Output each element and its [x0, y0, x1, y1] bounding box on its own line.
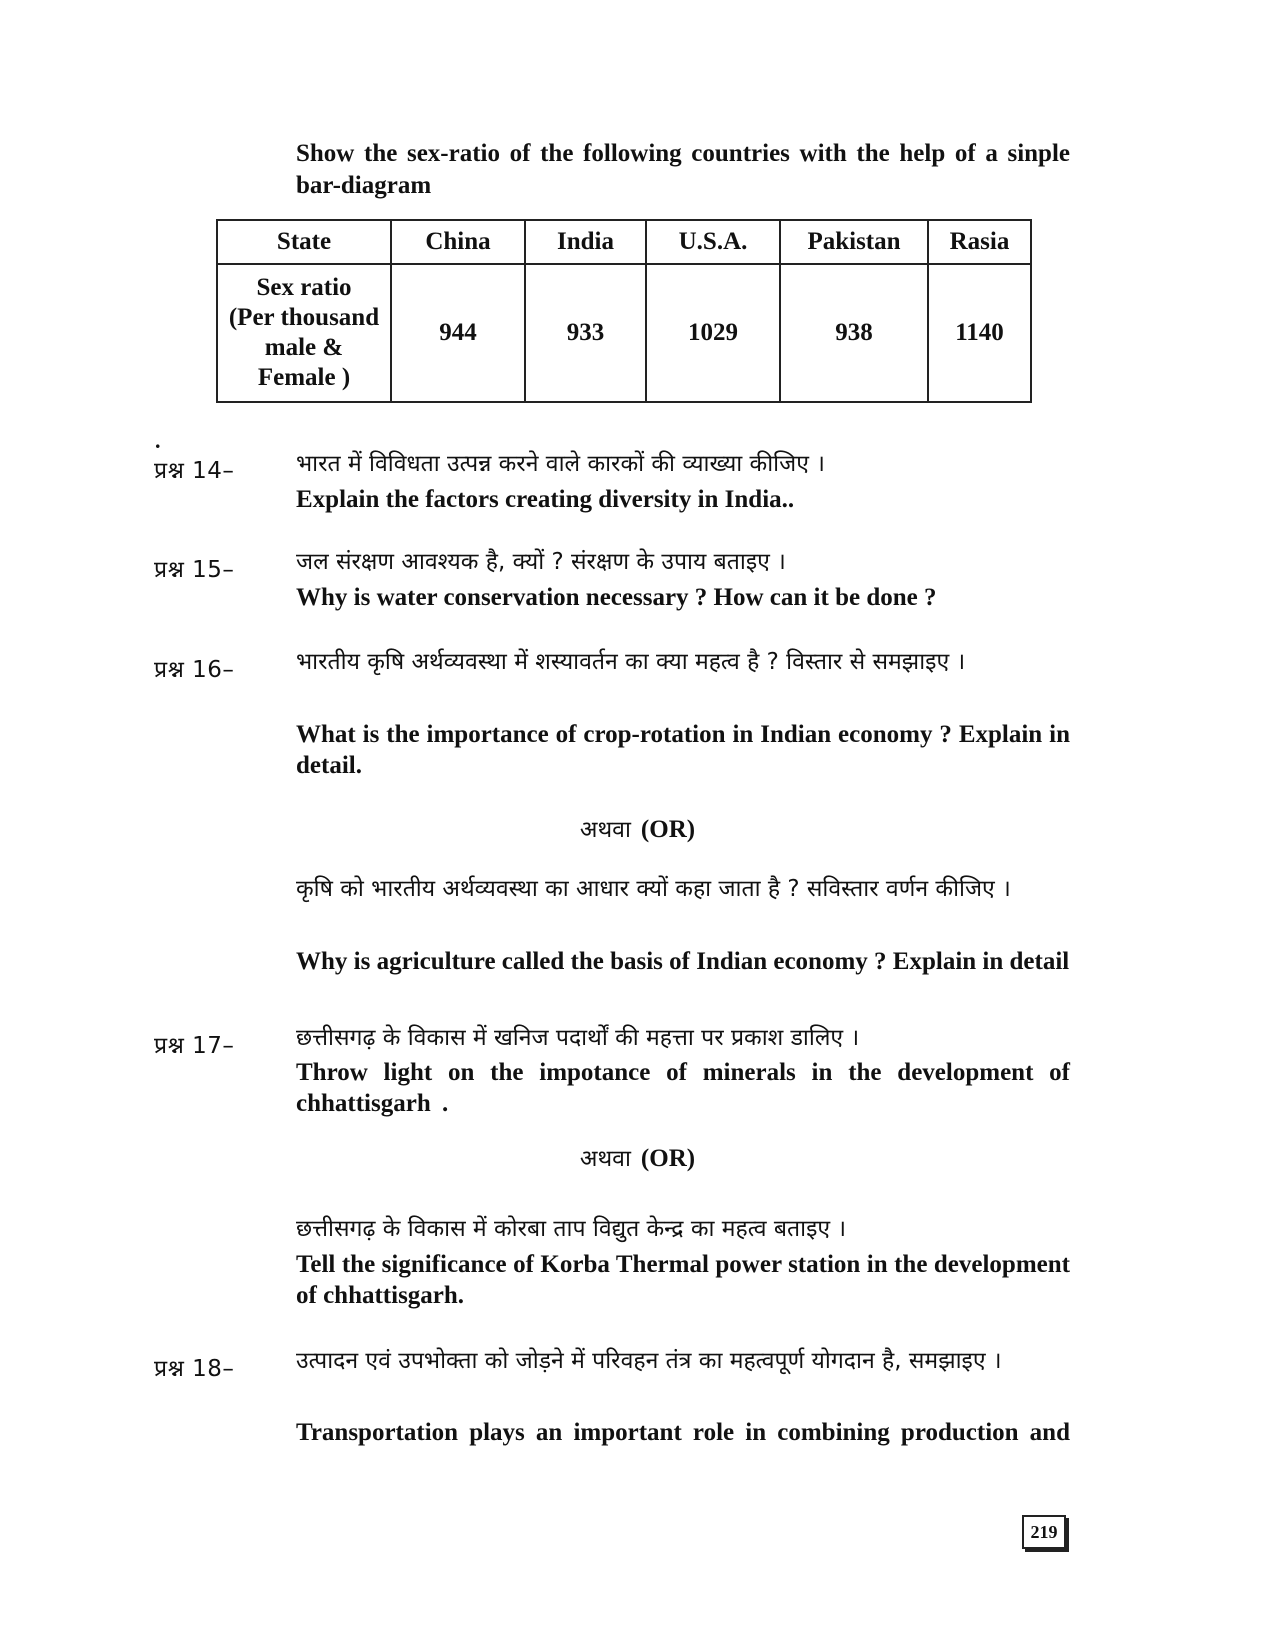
- table-header-cell: Pakistan: [780, 220, 928, 264]
- question-16-or-hindi: कृषि को भारतीय अर्थव्यवस्था का आधार क्यों कहा जाता है ? सविस्तार वर्णन कीजिए ।: [296, 876, 1011, 902]
- row-label-cell: [217, 264, 391, 402]
- question-18-english: Transportation plays an important role in combining production and: [296, 1419, 1070, 1446]
- question-17-hindi: छत्तीसगढ़ के विकास में खनिज पदार्थों की महत्ता पर प्रकाश डालिए ।: [296, 1025, 860, 1051]
- row-label-line: male &: [264, 334, 344, 361]
- table-cell: 1029: [646, 264, 780, 402]
- sex-ratio-table: [216, 219, 1032, 403]
- question-16-english: What is the importance of crop-rotation in Indian economy ? Explain in detail.: [296, 721, 1070, 779]
- question-16-or-english: Why is agriculture called the basis of Indian economy ? Explain in detail: [296, 948, 1070, 975]
- question-15-label: प्रश्न 15–: [154, 557, 235, 583]
- table-cell: 944: [391, 264, 525, 402]
- or-hindi: अथवा: [579, 1146, 631, 1172]
- question-14-label: प्रश्न 14–: [154, 458, 235, 484]
- question-18-label: प्रश्न 18–: [154, 1356, 235, 1382]
- bar-diagram-instruction: Show the sex-ratio of the following countries with the help of a sinple bar-diagram: [296, 140, 1070, 199]
- row-label-line: Female ): [257, 364, 351, 391]
- table-header-cell: State: [217, 220, 391, 264]
- table-header-cell: China: [391, 220, 525, 264]
- stray-dot: .: [155, 428, 161, 453]
- question-15-english: Why is water conservation necessary ? How can it be done ?: [296, 584, 937, 611]
- table-row: [217, 264, 1031, 402]
- table-header-cell: U.S.A.: [646, 220, 780, 264]
- table-cell: 1140: [928, 264, 1031, 402]
- question-14-hindi: भारत में विविधता उत्पन्न करने वाले कारकों की व्याख्या कीजिए ।: [296, 451, 825, 477]
- table-cell: 933: [525, 264, 646, 402]
- question-17-or-english: Tell the significance of Korba Thermal power station in the development of chhattisgarh.: [296, 1251, 1070, 1309]
- or-english: (OR): [640, 816, 696, 843]
- table-header-cell: Rasia: [928, 220, 1031, 264]
- question-16-label: प्रश्न 16–: [154, 657, 235, 683]
- question-16-hindi: भारतीय कृषि अर्थव्यवस्था में शस्यावर्तन का क्या महत्व है ? विस्तार से समझाइए ।: [296, 649, 966, 675]
- row-label-line: (Per thousand: [228, 304, 380, 331]
- or-separator: [0, 1141, 1275, 1173]
- or-english: (OR): [640, 1145, 696, 1172]
- question-18-hindi: उत्पादन एवं उपभोक्ता को जोड़ने में परिवहन तंत्र का महत्वपूर्ण योगदान है, समझाइए ।: [296, 1348, 1002, 1374]
- row-label-line: Sex ratio: [256, 274, 352, 301]
- page-number: 219: [1022, 1515, 1066, 1549]
- question-17-english: Throw light on the impotance of minerals in the development of chhattisgarh .: [296, 1059, 1070, 1117]
- question-17-or-hindi: छत्तीसगढ़ के विकास में कोरबा ताप विद्युत केन्द्र का महत्व बताइए ।: [296, 1216, 847, 1242]
- question-15-hindi: जल संरक्षण आवश्यक है, क्यों ? संरक्षण के उपाय बताइए ।: [296, 549, 786, 575]
- or-hindi: अथवा: [579, 817, 631, 843]
- question-14-english: Explain the factors creating diversity in India..: [296, 486, 795, 513]
- table-header-cell: India: [525, 220, 646, 264]
- question-17-label: प्रश्न 17–: [154, 1033, 235, 1059]
- or-separator: [0, 812, 1275, 844]
- table-cell: 938: [780, 264, 928, 402]
- table-header-row: [217, 220, 1031, 264]
